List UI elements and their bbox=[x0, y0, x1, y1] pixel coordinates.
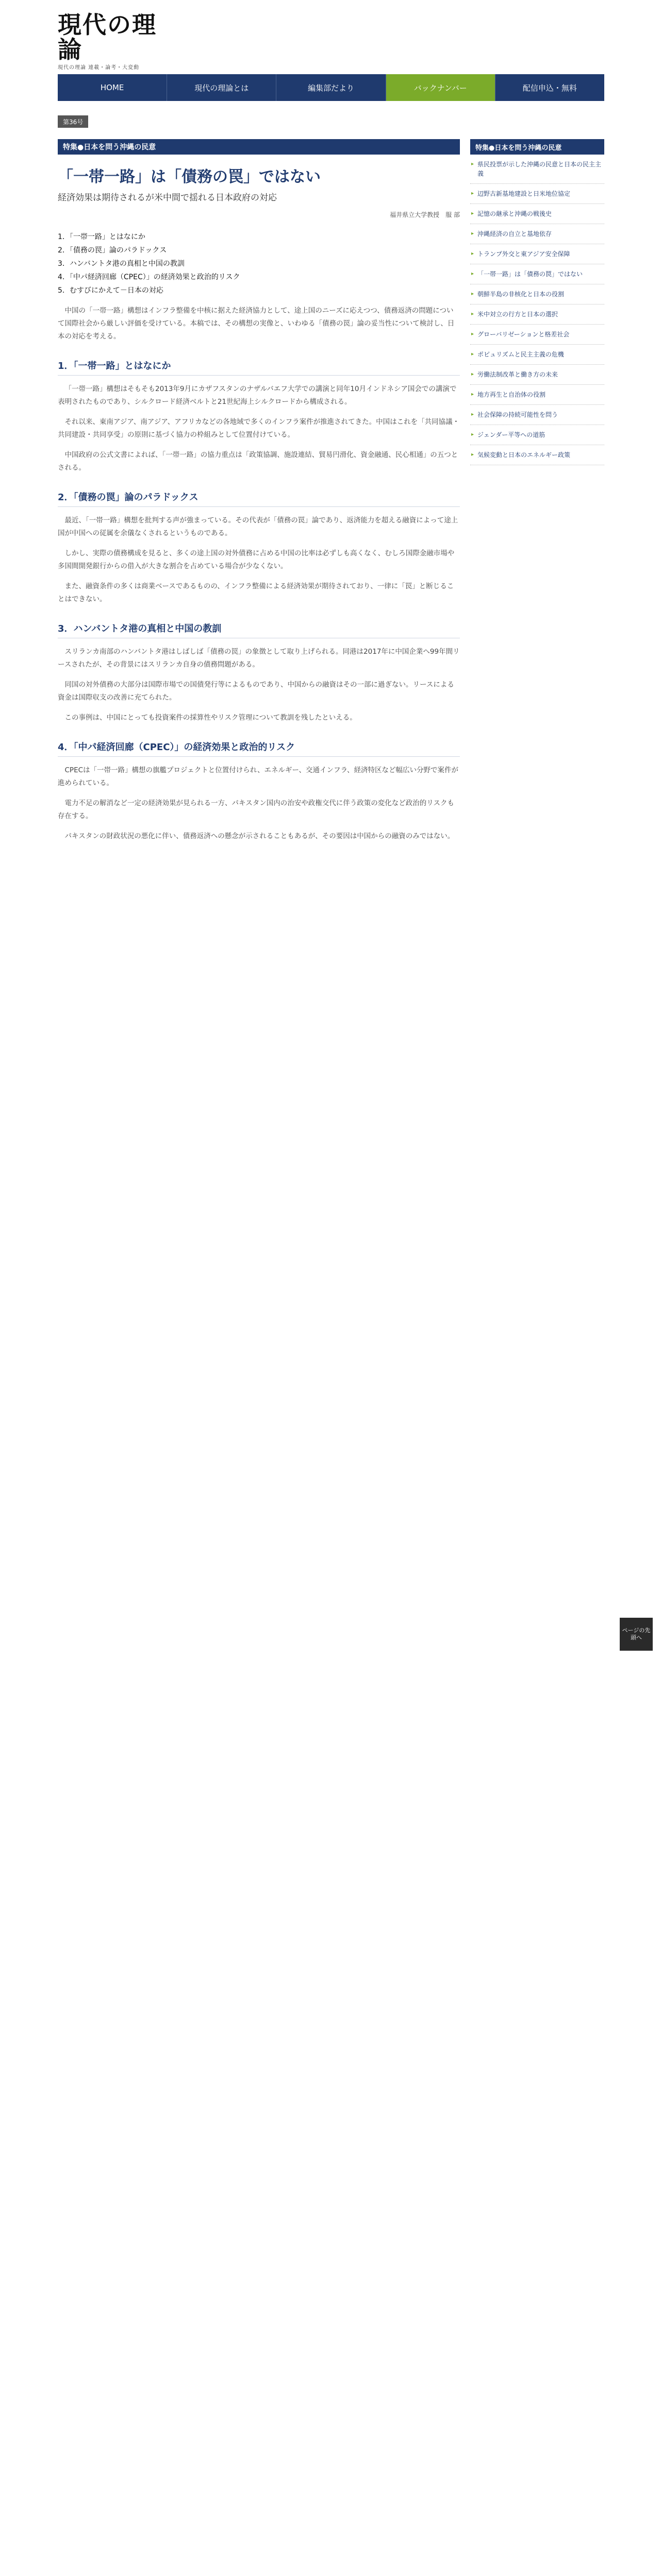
site-header bbox=[0, 0, 662, 71]
sidebar-link[interactable]: ▸ グローバリゼーションと格差社会 bbox=[470, 325, 604, 345]
sidebar bbox=[470, 139, 604, 465]
toc-item: 4．「中パ経済回廊（CPEC）」の経済効果と政治的リスク bbox=[58, 273, 240, 281]
body-paragraph: 同国の対外債務の大部分は国際市場での国債発行等によるものであり、中国からの融資はその一部に過ぎない。リースによる資金は国際収支の改善に充てられた。 bbox=[58, 681, 454, 702]
body-paragraph: 「一帯一路」構想はそもそも2013年9月にカザフスタンのナザルバエフ大学での講演と同年10月インドネシア国会での講演で表明されたものであり、シルクロード経済ベルトと21世紀海上シルクロードから構成される。 bbox=[58, 385, 457, 406]
article-author: 福井県立大学教授 服 部 bbox=[390, 211, 460, 218]
sidebar-link[interactable]: ▸ 労働法制改革と働き方の未来 bbox=[470, 365, 604, 385]
section-heading-4: 4．「中パ経済回廊（CPEC）」の経済効果と政治的リスク bbox=[58, 740, 460, 757]
toc-item: 1．「一帯一路」とはなにか bbox=[58, 233, 145, 241]
body-paragraph: CPECは「一帯一路」構想の旗艦プロジェクトと位置付けられ、エネルギー、交通インフラ、経済特区など幅広い分野で案件が進められている。 bbox=[58, 766, 458, 787]
sidebar-link[interactable]: ▸ 米中対立の行方と日本の選択 bbox=[470, 304, 604, 325]
sidebar-link[interactable]: ▸ ジェンダー平等への道筋 bbox=[470, 425, 604, 445]
sidebar-link[interactable]: ▸ ポピュリズムと民主主義の危機 bbox=[470, 345, 604, 365]
logo-text: 現代の理論 bbox=[58, 11, 157, 63]
table-of-contents bbox=[58, 230, 460, 297]
sidebar-link[interactable]: ▸ 沖縄経済の自立と基地依存 bbox=[470, 224, 604, 244]
body-paragraph: 中国政府の公式文書によれば、「一帯一路」の協力重点は「政策協調、施設連結、貿易円滑化、資金融通、民心相通」の五つとされる。 bbox=[58, 451, 458, 472]
sidebar-link[interactable]: ▸ 「一帯一路」は「債務の罠」ではない bbox=[470, 264, 604, 284]
body-paragraph: しかし、実際の債務構成を見ると、多くの途上国の対外債務に占める中国の比率は必ずしも高くなく、むしろ国際金融市場や多国間開発銀行からの借入が大きな割合を占めている場合が少なくない。 bbox=[58, 549, 455, 570]
body-paragraph: それ以来、東南アジア、南アジア、アフリカなどの各地域で多くのインフラ案件が推進されてきた。中国はこれを「共同協議・共同建設・共同享受」の原則に基づく協力の枠組みとして位置付けている。 bbox=[58, 418, 460, 439]
nav-item-subscribe[interactable]: 配信申込・無料 bbox=[495, 74, 604, 101]
body-paragraph: パキスタンの財政状況の悪化に伴い、債務返済への懸念が示されることもあるが、その要因は中国からの融資のみではない。 bbox=[64, 832, 455, 840]
article-subtitle: 経済効果は期待されるが米中間で揺れる日本政府の対応 bbox=[58, 193, 277, 203]
toc-item: 5．むすびにかえて－日本の対応 bbox=[58, 286, 163, 295]
sidebar-list bbox=[470, 155, 604, 465]
intro-paragraph: 中国の「一帯一路」構想はインフラ整備を中核に据えた経済協力として、途上国のニーズに応えつつ、債務返済の問題について国際社会から厳しい評価を受けている。本稿では、その構想の実像と、いわゆる「債務の罠」論の妥当性について検討し、日本の対応を考える。 bbox=[58, 307, 455, 341]
body-paragraph: また、融資条件の多くは商業ベースであるものの、インフラ整備による経済効果が期待されており、一律に「罠」と断じることはできない。 bbox=[58, 582, 454, 603]
toc-item: 2．「債務の罠」論のパラドックス bbox=[58, 246, 167, 255]
nav-item-editorial[interactable]: 編集部だより bbox=[276, 74, 386, 101]
section-heading-3: 3．ハンバントタ港の真相と中国の教訓 bbox=[58, 621, 460, 638]
breadcrumb[interactable]: 第36号 bbox=[58, 115, 88, 128]
sidebar-link[interactable]: ▸ 朝鮮半島の非核化と日本の役割 bbox=[470, 284, 604, 304]
sidebar-link[interactable]: ▸ 辺野古新基地建設と日米地位協定 bbox=[470, 184, 604, 204]
toc-item: 3．ハンバントタ港の真相と中国の教訓 bbox=[58, 260, 185, 268]
body-paragraph: この事例は、中国にとっても投資案件の採算性やリスク管理について教訓を残したといえる。 bbox=[64, 714, 357, 722]
article-main bbox=[58, 139, 460, 2576]
body-paragraph: スリランカ南部のハンバントタ港はしばしば「債務の罠」の象徴として取り上げられる。同港は2017年に中国企業へ99年間リースされたが、その背景にはスリランカ自身の債務問題がある。 bbox=[58, 648, 460, 669]
section-heading-2: 2．「債務の罠」論のパラドックス bbox=[58, 490, 460, 507]
body-paragraph: 電力不足の解消など一定の経済効果が見られる一方、パキスタン国内の治安や政権交代に伴う政策の変化など政治的リスクも存在する。 bbox=[58, 799, 454, 820]
sidebar-link[interactable]: ▸ 記憶の継承と沖縄の戦後史 bbox=[470, 204, 604, 224]
sidebar-link[interactable]: ▸ 地方再生と自治体の役割 bbox=[470, 385, 604, 405]
page-top-button[interactable]: ページの先頭へ bbox=[620, 1618, 653, 1651]
sidebar-link[interactable]: ▸ 県民投票が示した沖縄の民意と日本の民主主義 bbox=[470, 155, 604, 184]
section-heading: 特集●日本を問う沖縄の民意 bbox=[58, 139, 460, 155]
section-heading-1: 1．「一帯一路」とはなにか bbox=[58, 359, 460, 376]
sidebar-link[interactable]: ▸ 社会保障の持続可能性を問う bbox=[470, 405, 604, 425]
nav-item-backnumber[interactable]: バックナンバー bbox=[386, 74, 495, 101]
nav-item-home[interactable]: HOME bbox=[58, 74, 167, 101]
site-logo[interactable] bbox=[58, 11, 171, 71]
article-title: 「一帯一路」は「債務の罠」ではない bbox=[58, 168, 321, 186]
sidebar-link[interactable]: ▸ トランプ外交と東アジア安全保障 bbox=[470, 244, 604, 264]
sidebar-heading: 特集●日本を問う沖縄の民意 bbox=[470, 139, 604, 155]
body-paragraph: 最近、「一帯一路」構想を批判する声が強まっている。その代表が「債務の罠」論であり、返済能力を超える融資によって途上国が中国への従属を余儀なくされるというものである。 bbox=[58, 516, 458, 537]
logo-subtitle: 現代の理論 連載・論考・大変動 bbox=[58, 65, 140, 71]
main-nav bbox=[58, 74, 604, 101]
nav-item-about[interactable]: 現代の理論とは bbox=[167, 74, 276, 101]
sidebar-link[interactable]: ▸ 気候変動と日本のエネルギー政策 bbox=[470, 445, 604, 465]
